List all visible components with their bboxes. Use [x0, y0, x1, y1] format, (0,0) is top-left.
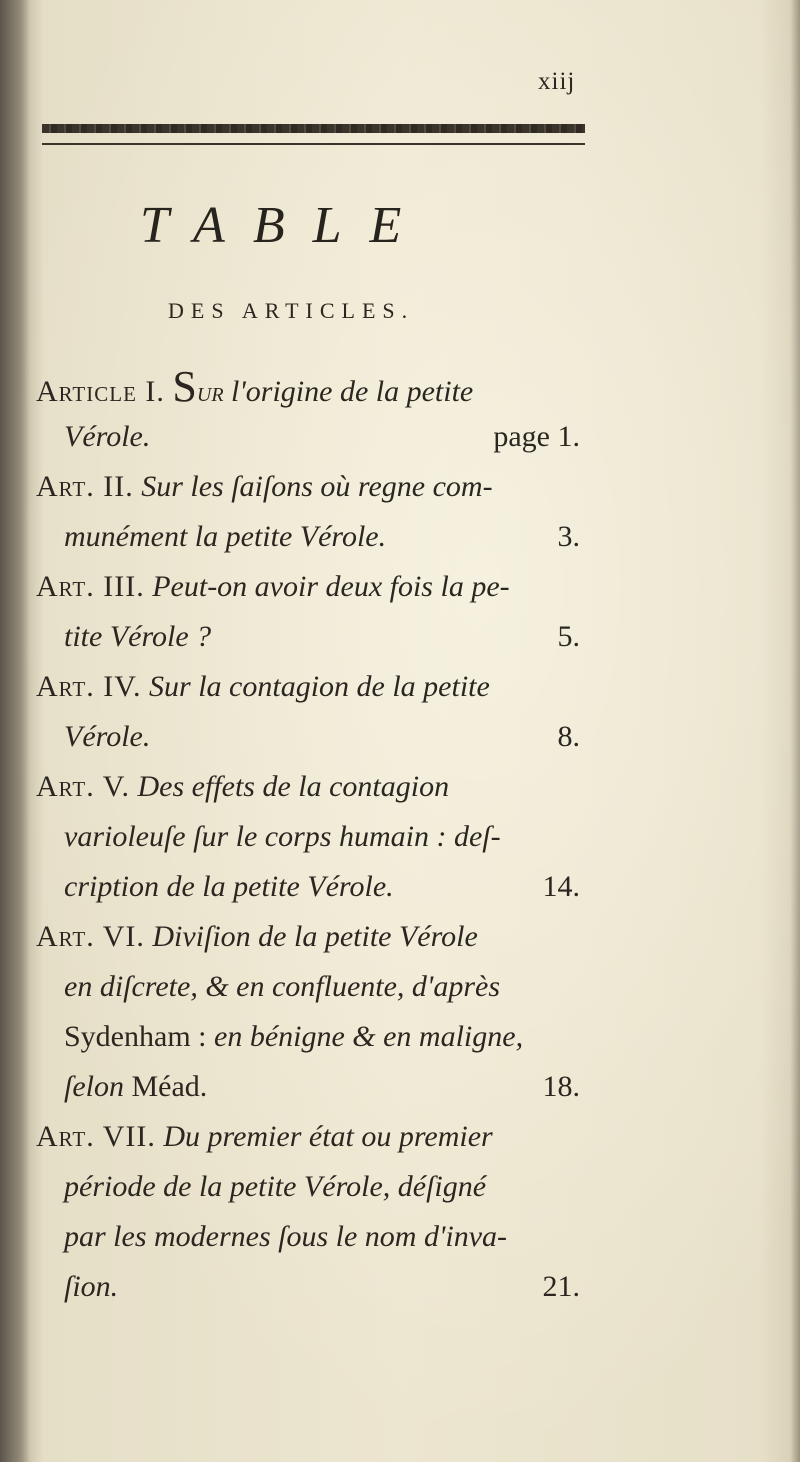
author-name: Méad. — [124, 1070, 208, 1103]
toc-entry-6 — [36, 912, 588, 1112]
entry-title-text: Diviſion de la petite Vérole — [152, 920, 478, 953]
entry-title-text: Sur les ſaiſons où regne com- — [141, 470, 493, 503]
article-number: Art. V. — [36, 770, 130, 803]
entry-title-text: en diſcrete, & en confluente, d'après — [64, 970, 501, 1003]
article-number: Art. IV. — [36, 670, 142, 703]
toc-entry-3 — [36, 562, 588, 662]
page-reference: page 1. — [493, 420, 580, 453]
author-name: Sydenham : — [64, 1020, 207, 1053]
page-reference: 5. — [557, 620, 580, 653]
entry-title-text: période de la petite Vérole, déſigné — [64, 1170, 487, 1203]
entry-title-text: cription de la petite Vérole. — [64, 870, 394, 903]
table-of-contents — [36, 362, 588, 1312]
entry-title-text: Des effets de la contagion — [137, 770, 450, 803]
article-number: Art. II. — [36, 470, 134, 503]
entry-title-text: par les modernes ſous le nom d'inva- — [64, 1220, 508, 1253]
toc-entry-2 — [36, 462, 588, 562]
entry-title-text: varioleuſe ſur le corps humain : deſ- — [64, 820, 501, 853]
page-reference: 14. — [542, 870, 580, 903]
ornamental-rule — [42, 124, 585, 133]
article-number: Art. III. — [36, 570, 145, 603]
article-number: Art. VII. — [36, 1120, 156, 1153]
toc-entry-4 — [36, 662, 588, 762]
page-reference: 21. — [542, 1270, 580, 1303]
article-number: Article I. — [36, 375, 165, 408]
page-reference: 3. — [557, 520, 580, 553]
toc-entry-1 — [36, 362, 588, 462]
page-folio: xiij — [538, 68, 576, 95]
entry-title-text: en bénigne & en maligne, — [206, 1020, 524, 1053]
entry-title-text: l'origine de la petite — [223, 375, 474, 408]
article-number: Art. VI. — [36, 920, 145, 953]
entry-title-text: Vérole. — [64, 420, 151, 453]
toc-entry-5 — [36, 762, 588, 912]
page-reference: 18. — [542, 1070, 580, 1103]
drop-letter: S — [172, 362, 197, 411]
small-caps-text: ur — [196, 377, 224, 408]
toc-entry-7 — [36, 1112, 588, 1312]
binding-gutter — [0, 0, 30, 1462]
entry-title-text: Sur la contagion de la petite — [149, 670, 490, 703]
page-subtitle: DES ARTICLES. — [168, 298, 415, 323]
page-title: TABLE — [140, 197, 430, 254]
entry-title-text: Vérole. — [64, 720, 151, 753]
entry-title-text: ſion. — [64, 1270, 119, 1303]
entry-title-text: ſelon — [64, 1070, 124, 1103]
entry-title-text: Peut-on avoir deux fois la pe- — [152, 570, 510, 603]
thin-rule — [42, 143, 585, 145]
entry-title-text: Du premier état ou premier — [163, 1120, 493, 1153]
entry-title-text: tite Vérole ? — [64, 620, 212, 653]
page-reference: 8. — [557, 720, 580, 753]
entry-title-text: munément la petite Vérole. — [64, 520, 387, 553]
